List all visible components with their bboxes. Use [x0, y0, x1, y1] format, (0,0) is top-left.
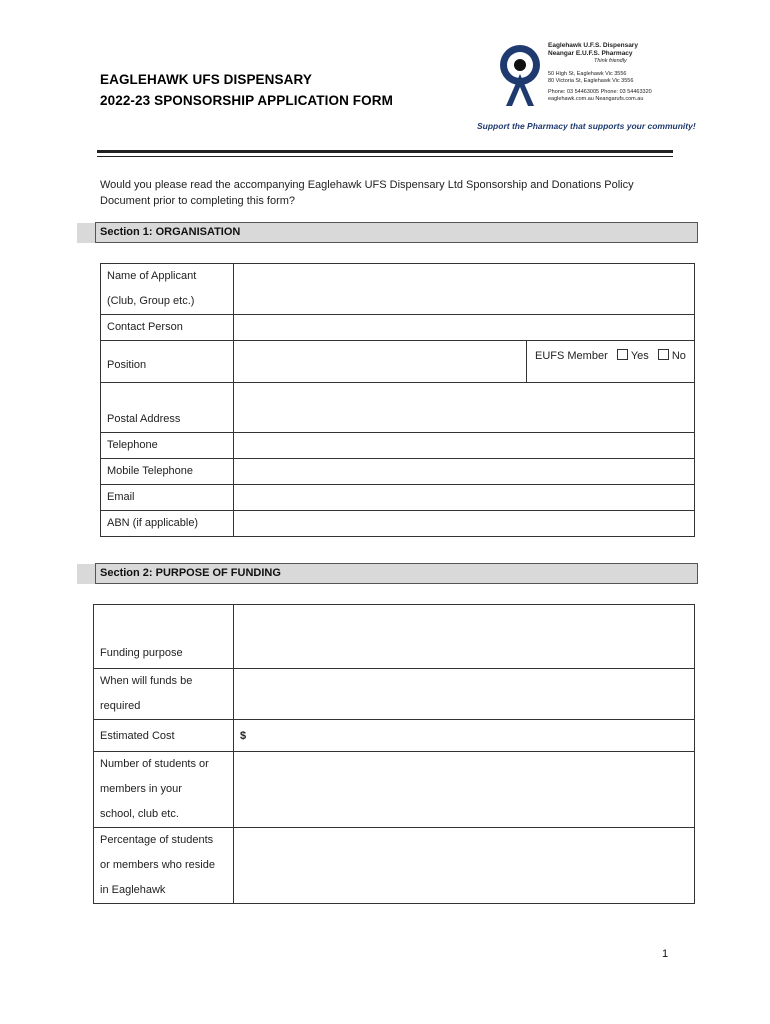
pharmacy-logo-icon	[498, 40, 546, 110]
mobile-input[interactable]	[234, 459, 695, 485]
header-rule-thick	[97, 150, 673, 153]
number-students-input[interactable]	[234, 752, 695, 828]
logo-text-block	[548, 42, 658, 103]
member-no-checkbox[interactable]	[658, 349, 669, 360]
funding-purpose-input[interactable]	[234, 605, 695, 669]
label-abn: ABN (if applicable)	[101, 511, 234, 537]
label-applicant: Name of Applicant (Club, Group etc.)	[101, 264, 234, 315]
logo-phone: Phone: 03 54463005 Phone: 03 54463320	[548, 89, 652, 95]
percentage-students-input[interactable]	[234, 828, 695, 904]
member-no-label: No	[671, 350, 686, 362]
postal-input[interactable]	[234, 383, 695, 433]
label-telephone: Telephone	[101, 433, 234, 459]
logo-signature: Think friendly	[594, 58, 627, 64]
contact-input[interactable]	[234, 315, 695, 341]
eufs-member-field	[526, 341, 694, 382]
label-estimated-cost: Estimated Cost	[94, 720, 234, 752]
intro-text: Would you please read the accompanying Eaglehawk UFS Dispensary Ltd Sponsorship and Donations Policy Document prior to completing this form?	[100, 179, 634, 207]
section2-heading: Section 2: PURPOSE OF FUNDING	[95, 563, 698, 584]
label-number-students: Number of students or members in your school, club etc.	[94, 752, 234, 828]
when-funds-input[interactable]	[234, 669, 695, 720]
label-funding-purpose: Funding purpose	[94, 605, 234, 669]
label-email: Email	[101, 485, 234, 511]
estimated-cost-input[interactable]: $	[234, 720, 695, 752]
section1-heading: Section 1: ORGANISATION	[95, 222, 698, 243]
organisation-table	[100, 263, 695, 537]
eufs-member-label: EUFS Member	[535, 350, 608, 362]
label-postal: Postal Address	[101, 383, 234, 433]
logo-address-1: 50 High St, Eaglehawk Vic 3556	[548, 71, 627, 77]
page-number: 1	[662, 948, 669, 960]
logo-name-1: Eaglehawk U.F.S. Dispensary	[548, 42, 638, 49]
logo-web: eaglehawk.com.au Neangarufs.com.au	[548, 96, 644, 102]
applicant-input[interactable]	[234, 264, 695, 315]
form-title-line2: 2022-23 SPONSORSHIP APPLICATION FORM	[100, 93, 393, 108]
label-position: Position	[101, 341, 234, 383]
label-mobile: Mobile Telephone	[101, 459, 234, 485]
email-input[interactable]	[234, 485, 695, 511]
funding-table	[93, 604, 695, 904]
label-contact: Contact Person	[101, 315, 234, 341]
header-rule-thin	[97, 156, 673, 157]
member-yes-label: Yes	[630, 350, 649, 362]
label-percentage-students: Percentage of students or members who reside in Eaglehawk	[94, 828, 234, 904]
position-input[interactable]	[234, 341, 695, 383]
member-yes-checkbox[interactable]	[617, 349, 628, 360]
logo-name-2: Neangar E.U.F.S. Pharmacy	[548, 50, 633, 57]
form-title-line1: EAGLEHAWK UFS DISPENSARY	[100, 72, 312, 87]
label-when-funds: When will funds be required	[94, 669, 234, 720]
telephone-input[interactable]	[234, 433, 695, 459]
tagline: Support the Pharmacy that supports your community!	[477, 121, 696, 131]
logo-address-2: 80 Victoria St, Eaglehawk Vic 3556	[548, 78, 634, 84]
abn-input[interactable]	[234, 511, 695, 537]
